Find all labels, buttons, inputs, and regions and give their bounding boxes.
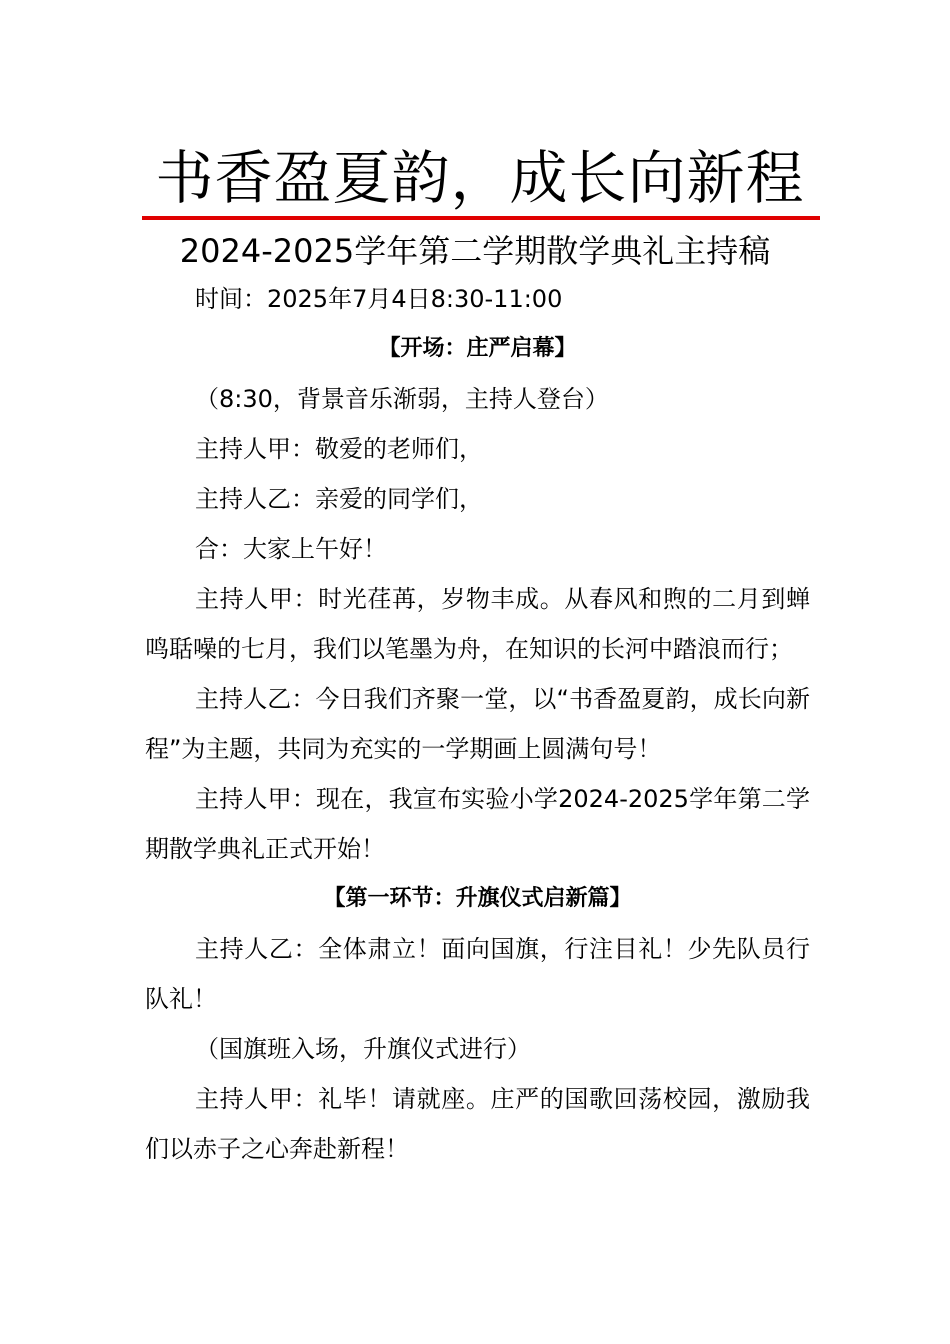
section-heading-flag-ceremony: 【第一环节：升旗仪式启新篇】 (323, 886, 632, 911)
time-line: 时间：2025年7月4日8:30-11:00 (195, 285, 563, 313)
script-line: 主持人乙：亲爱的同学们， (195, 485, 483, 513)
stage-direction: （国旗班入场，升旗仪式进行） (195, 1035, 531, 1063)
script-line: 主持人甲：礼毕！请就座。庄严的国歌回荡校园，激励我们以赤子之心奔赴新程！ (145, 1085, 810, 1163)
script-line: 主持人乙：今日我们齐聚一堂，以“书香盈夏韵，成长向新程”为主题，共同为充实的一学期画上圆满句号！ (145, 685, 810, 763)
document-subtitle: 2024-2025学年第二学期散学典礼主持稿 (179, 232, 771, 270)
script-line: 合：大家上午好！ (195, 535, 387, 563)
section-heading-opening: 【开场：庄严启幕】 (378, 336, 577, 361)
document-body (145, 274, 810, 1174)
title-underline-rule (142, 216, 820, 220)
stage-direction: （8:30，背景音乐渐弱，主持人登台） (195, 385, 609, 413)
document-title: 书香盈夏韵，成长向新程 (155, 144, 805, 212)
script-line: 主持人甲：现在，我宣布实验小学2024-2025学年第二学期散学典礼正式开始！ (145, 785, 810, 863)
script-line: 主持人乙：全体肃立！面向国旗，行注目礼！少先队员行队礼！ (145, 935, 810, 1013)
script-line: 主持人甲：敬爱的老师们， (195, 435, 483, 463)
script-line: 主持人甲：时光荏苒，岁物丰成。从春风和煦的二月到蝉鸣聒噪的七月，我们以笔墨为舟，在知识的长河中踏浪而行； (145, 585, 810, 663)
